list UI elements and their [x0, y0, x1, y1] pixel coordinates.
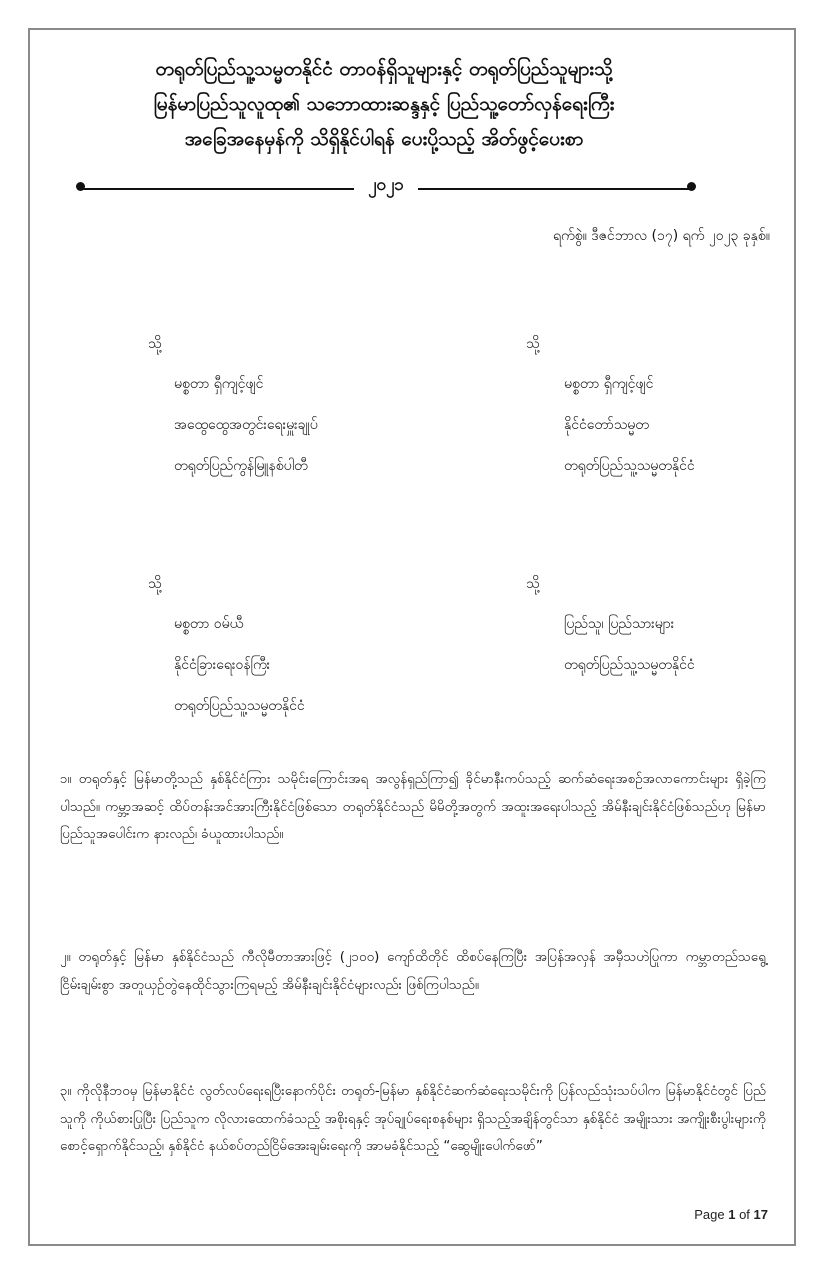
addressee-line: မစ္စတာ ရှီကျင့်ဖျင် [564, 376, 654, 392]
divider-line-right [418, 188, 690, 190]
addressee-to-label: သို့ [148, 336, 162, 352]
page-current: 1 [728, 1207, 736, 1222]
paragraph-1: ၁။ တရုတ်နှင့် မြန်မာတို့သည် နှစ်နိုင်ငံကြား သမိုင်းကြောင်းအရ အလွန်ရှည်ကြာ၍ ခိုင်မာနီးကပ်သည့် ဆက်ဆံရေးအစဉ်အလာကောင်းများ ရှိခဲ့ကြပါသည်။ ကမ္ဘာ့အဆင့် ထိပ်တန်းအင်အားကြီးနိုင်ငံဖြစ်သော တရုတ်နိုင်ငံသည် မိမိတို့အတွက် အထူးအရေးပါသည့် အိမ်နီးချင်းနိုင်ငံဖြစ်သည်ဟု မြန်မာပြည်သူအပေါင်းက နားလည်၊ ခံယူထားပါသည်။ [60, 772, 766, 842]
paragraph-2: ၂။ တရုတ်နှင့် မြန်မာ နှစ်နိုင်ငံသည် ကီလိုမီတာအားဖြင့် (၂၁၀၀) ကျော်ထိတိုင် ထိစပ်နေကြပြီး အပြန်အလှန် အမှီသဟဲပြုကာ ကမ္ဘာတည်သရွေ့ ငြိမ်းချမ်းစွာ အတူယှဉ်တွဲနေထိုင်သွားကြရမည့် အိမ်နီးချင်းနိုင်ငံများလည်း ဖြစ်ကြပါသည်။ [60, 950, 766, 993]
addressee-line: မစ္စတာ ရှီကျင့်ဖျင် [174, 376, 264, 392]
addressee-line: တရုတ်ပြည်ကွန်မြူနစ်ပါတီ [174, 458, 308, 474]
letter-title [40, 52, 728, 157]
addressee-line: တရုတ်ပြည်သူ့သမ္မတနိုင်ငံ [564, 657, 695, 673]
addressee-line: တရုတ်ပြည်သူ့သမ္မတနိုင်ငံ [174, 698, 305, 714]
title-divider [76, 176, 696, 200]
addressee-block-3 [148, 574, 468, 714]
divider-line-left [82, 188, 354, 190]
page-number [694, 1207, 768, 1222]
addressee-line: တရုတ်ပြည်သူ့သမ္မတနိုင်ငံ [564, 458, 695, 474]
addressee-line: နိုင်ငံခြားရေးဝန်ကြီး [174, 657, 271, 673]
page-prefix: Page [694, 1207, 725, 1222]
addressee-line: နိုင်ငံတော်သမ္မတ [564, 417, 649, 433]
addressee-block-2 [526, 334, 786, 474]
page-total: 17 [753, 1207, 768, 1222]
title-line-1: တရုတ်ပြည်သူ့သမ္မတနိုင်ငံ တာဝန်ရှိသူများနှင့် တရုတ်ပြည်သူများသို့ [155, 58, 613, 80]
divider-year: ၂၀၂၁ [368, 175, 404, 195]
page-of: of [739, 1207, 750, 1222]
addressee-to-label: သို့ [526, 576, 540, 592]
addressee-to-label: သို့ [148, 576, 162, 592]
addressee-block-1 [148, 334, 468, 474]
addressee-line: ပြည်သူ၊ ပြည်သားများ [564, 616, 675, 632]
letter-date: ရက်စွဲ။ ဒီဇင်ဘာလ (၁၇) ရက် ၂၀၂၃ ခုနှစ်။ [553, 228, 770, 244]
addressee-line: မစ္စတာ ဝမ်ယီ [174, 616, 244, 632]
addressee-block-4 [526, 574, 786, 674]
title-line-3: အခြေအနေမှန်ကို သိရှိနိုင်ပါရန် ပေးပို့သည့် အိတ်ဖွင့်ပေးစာ [184, 128, 584, 150]
addressee-line: အထွေထွေအတွင်းရေးမှူးချုပ် [174, 417, 318, 433]
title-line-2: မြန်မာပြည်သူလူထု၏ သဘောထားဆန္ဒနှင့် ပြည်သူ့တော်လှန်ရေးကြီး [153, 93, 615, 115]
addressee-to-label: သို့ [526, 336, 540, 352]
paragraph-3: ၃။ ကိုလိုနီဘဝမှ မြန်မာနိုင်ငံ လွတ်လပ်ရေးရပြီးနောက်ပိုင်း တရုတ်-မြန်မာ နှစ်နိုင်ငံဆက်ဆံရေးသမိုင်းကို ပြန်လည်သုံးသပ်ပါက မြန်မာနိုင်ငံတွင် ပြည်သူကို ကိုယ်စားပြုပြီး ပြည်သူက လိုလားထောက်ခံသည့် အစိုးရနှင့် အုပ်ချုပ်ရေးစနစ်များ ရှိသည့်အချိန်တွင်သာ နှစ်နိုင်ငံ အမျိုးသား အကျိုးစီးပွါးများကို စောင့်ရှောက်နိုင်သည့်၊ နှစ်နိုင်ငံ နယ်စပ်တည်ငြိမ်အေးချမ်းရေးကို အာမခံနိုင်သည့် “ဆွေမျိုးပေါက်ဖော်” [60, 1084, 766, 1154]
divider-dot-right [687, 182, 696, 191]
